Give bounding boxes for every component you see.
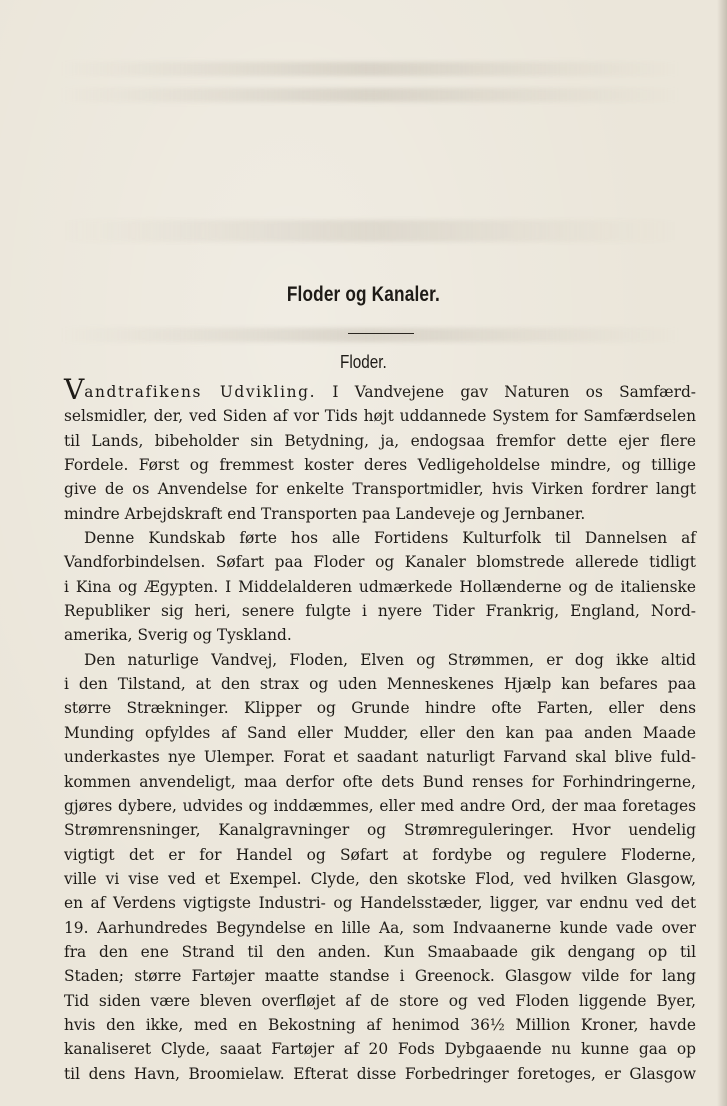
text-line: mindre Arbejdskraft end Transporten paa Landeveje og Jernbaner. — [64, 504, 586, 523]
text-line: større Strækninger. Klipper og Grunde hindre ofte Farten, eller dens — [64, 699, 696, 718]
text-line: Munding opfyldes af Sand eller Mudder, eller den kan paa anden Maade — [64, 723, 696, 742]
text-line: i Kina og Ægypten. I Middelalderen udmærkede Hollænderne og de italienske — [64, 577, 696, 596]
text-line-rest: I Vandvejene gav Naturen os Samfærd- — [316, 383, 696, 401]
text-line: Tid siden være bleven overfløjet af de store og ved Floden liggende Byer, — [64, 991, 696, 1010]
text-line: vigtigt det er for Handel og Søfart at fordybe og regulere Floderne, — [64, 845, 696, 864]
bleed-through-shadow — [60, 88, 680, 102]
text-line: kanaliseret Clyde, saaat Fartøjer af 20 Fods Dybgaaende nu kunne gaa op — [64, 1040, 696, 1059]
text-line: Republiker sig heri, senere fulgte i nyere Tider Frankrig, England, Nord- — [64, 602, 696, 621]
body-text — [64, 373, 696, 1086]
text-line: 19. Aarhundredes Begyndelse en lille Aa, som Indvaanerne kunde vade over — [64, 918, 696, 937]
text-line: Denne Kundskab førte hos alle Fortidens Kulturfolk til Dannelsen af — [84, 529, 696, 548]
text-line: Strømrensninger, Kanalgravninger og Strømreguleringer. Hvor uendelig — [64, 821, 696, 840]
text-line — [64, 373, 696, 406]
text-line: fra den ene Strand til den anden. Kun Smaabaade gik dengang op til — [64, 942, 696, 961]
text-line: i den Tilstand, at den strax og uden Menneskenes Hjælp kan befares paa — [64, 675, 696, 694]
text-line: give de os Anvendelse for enkelte Transportmidler, hvis Virken fordrer langt — [64, 480, 696, 499]
bleed-through-shadow — [60, 328, 680, 342]
text-line: til dens Havn, Broomielaw. Efterat disse Forbedringer foretoges, er Glasgow — [64, 1064, 696, 1083]
text-line: selsmidler, der, ved Siden af vor Tids højt uddannede System for Samfærdselen — [64, 407, 696, 426]
text-line: ville vi vise ved et Exempel. Clyde, den skotske Flod, ved hvilken Glasgow, — [64, 869, 696, 888]
text-line: Staden; større Fartøjer maatte standse i Greenock. Glasgow vilde for lang — [64, 967, 696, 986]
section-title: Floder. — [340, 352, 387, 372]
title-divider — [348, 333, 414, 334]
text-line: hvis den ikke, med en Bekostning af henimod 36½ Million Kroner, havde — [64, 1015, 696, 1034]
text-line: til Lands, bibeholder sin Betydning, ja, endogsaa fremfor dette ejer flere — [64, 431, 696, 450]
chapter-title: Floder og Kanaler. — [286, 283, 441, 306]
text-line: Vandforbindelsen. Søfart paa Floder og Kanaler blomstrede allerede tidligt — [64, 553, 696, 572]
bleed-through-shadow — [60, 62, 680, 76]
bleed-through-shadow — [60, 220, 680, 242]
text-line: underkastes nye Ulemper. Forat et saadant naturligt Farvand skal blive fuld- — [64, 748, 696, 767]
text-line: amerika, Sverig og Tyskland. — [64, 626, 292, 645]
text-line: gjøres dybere, udvides og inddæmmes, eller med andre Ord, der maa foretages — [64, 796, 696, 815]
text-line: Den naturlige Vandvej, Floden, Elven og Strømmen, er dog ikke altid — [84, 650, 696, 669]
text-line: en af Verdens vigtigste Industri- og Handelsstæder, ligger, var endnu ved det — [64, 894, 696, 913]
page-edge — [717, 0, 727, 1106]
drop-cap: V — [64, 373, 85, 406]
lead-in: andtrafikens Udvikling. — [84, 383, 317, 401]
text-line: Fordele. Først og fremmest koster deres Vedligeholdelse mindre, og tillige — [64, 456, 696, 475]
text-line: kommen anvendeligt, maa derfor ofte dets Bund renses for Forhindringerne, — [64, 772, 696, 791]
